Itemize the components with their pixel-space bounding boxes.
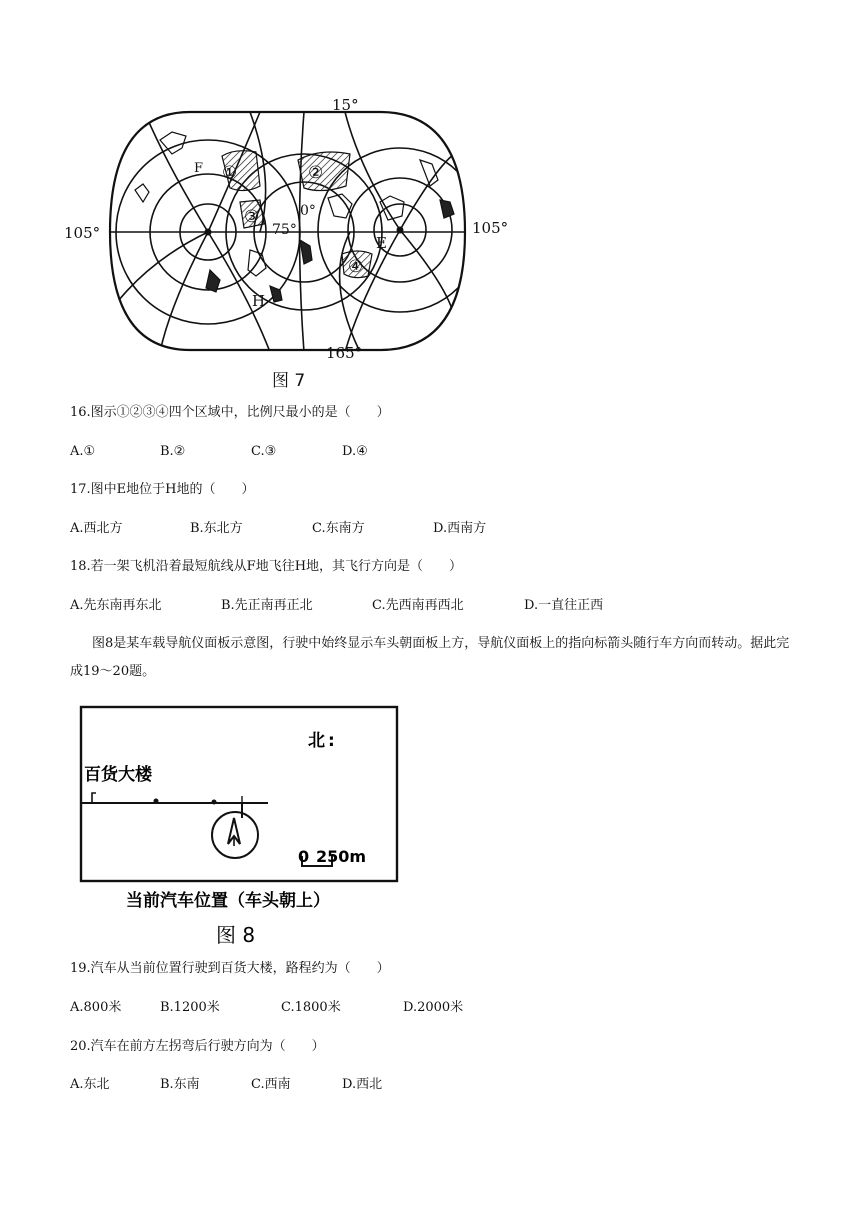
q16-option-d: D.④ [342,444,368,459]
label-15deg: 15° [332,96,359,114]
q17-option-d: D.西南方 [433,521,487,536]
label-region-3: ③ [244,207,260,227]
label-E: E [376,234,387,252]
scale-zero: 0 [298,847,310,866]
q16-option-a: A.① [70,444,96,459]
car-position-label: 当前汽车位置（车头朝上） [126,891,330,911]
figure-7-map [60,90,520,365]
figure-8-caption: 图 8 [216,923,256,945]
svg-text::: : [328,731,335,751]
q18-option-d: D.一直往正西 [524,598,604,613]
north-label: 北 [308,731,325,751]
q17-option-c: C.东南方 [312,521,365,536]
label-75deg: 75° [272,222,297,238]
question-17: 17.图中E地位于H地的（ ） [70,482,255,497]
q20-option-c: C.西南 [251,1077,291,1092]
label-105deg-left: 105° [64,224,101,242]
q18-option-b: B.先正南再正北 [221,598,313,613]
q18-option-a: A.先东南再东北 [70,598,162,613]
label-0deg: 0° [300,203,316,219]
q16-option-c: C.③ [251,444,277,459]
q20-option-b: B.东南 [160,1077,200,1092]
question-19: 19.汽车从当前位置行驶到百货大楼，路程约为（ ） [70,961,390,976]
label-region-1: ① [222,163,238,183]
label-H: H [252,292,266,310]
q19-option-c: C.1800米 [281,1000,341,1015]
question-16: 16.图示①②③④四个区域中，比例尺最小的是（ ） [70,405,390,420]
q19-option-b: B.1200米 [160,1000,220,1015]
region-2 [298,152,350,191]
figure-7-caption: 图 7 [272,371,306,391]
q20-option-d: D.西北 [342,1077,383,1092]
label-165deg: 165° [326,344,363,362]
q19-option-d: D.2000米 [403,1000,464,1015]
q17-option-b: B.东北方 [190,521,243,536]
q17-option-a: A.西北方 [70,521,123,536]
label-F: F [194,161,204,176]
building-label: 百货大楼 [84,765,152,785]
label-region-2: ② [308,163,324,183]
q16-option-b: B.② [160,444,186,459]
question-18: 18.若一架飞机沿着最短航线从F地飞往H地，其飞行方向是（ ） [70,559,463,574]
intro-paragraph: 图8是某车载导航仪面板示意图，行驶中始终显示车头朝面板上方，导航仪面板上的指向标箭头随行车方向而转动。据此完成19～20题。 [70,636,790,679]
q19-option-a: A.800米 [70,1000,122,1015]
label-region-4: ④ [348,257,364,277]
figure-8-nav-panel [70,700,410,945]
q18-option-c: C.先西南再西北 [372,598,464,613]
question-20: 20.汽车在前方左拐弯后行驶方向为（ ） [70,1039,325,1054]
q20-option-a: A.东北 [70,1077,110,1092]
scale-value: 250m [316,847,367,866]
label-105deg-right: 105° [472,219,509,237]
